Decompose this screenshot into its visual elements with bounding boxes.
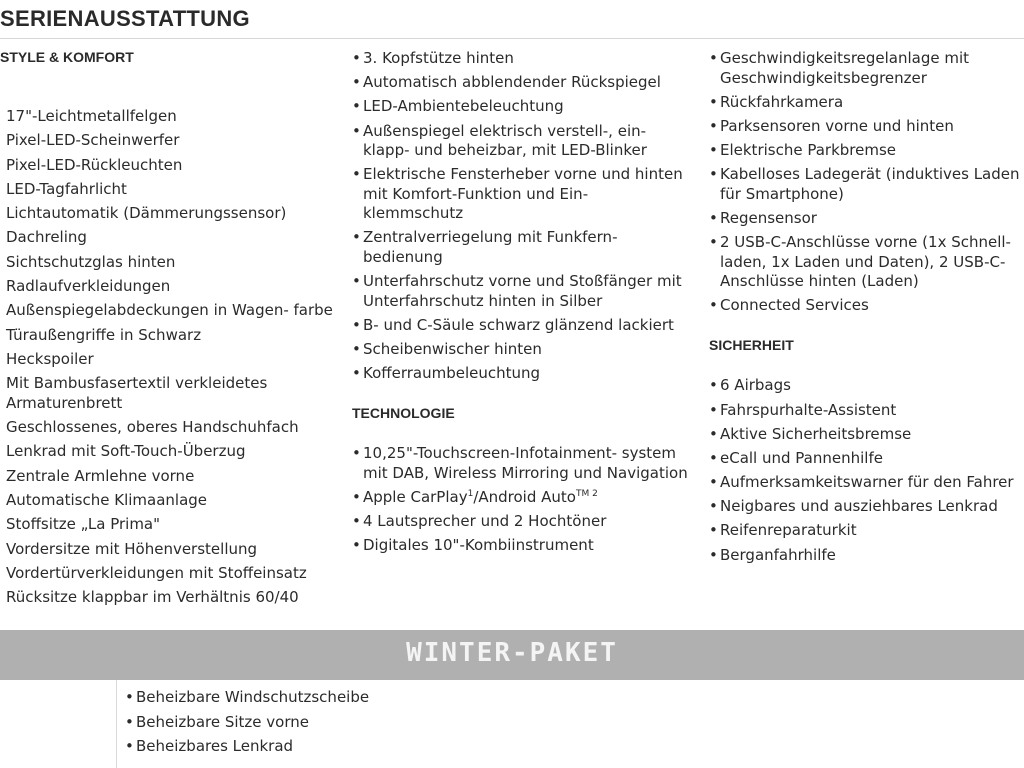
list-item: • LED-Ambientebeleuchtung bbox=[352, 97, 692, 117]
list-item: Automatische Klimaanlage bbox=[6, 490, 208, 509]
technologie-continued-list bbox=[709, 49, 1024, 316]
list-item: • 6 Airbags bbox=[709, 376, 1024, 396]
list-item: • Kofferraumbeleuchtung bbox=[352, 364, 692, 384]
list-item: • 10,25"-Touchscreen-Infotainment- system mit DAB, Wireless Mirroring und Navigation bbox=[352, 444, 692, 483]
list-item: • Berganfahrhilfe bbox=[709, 546, 1024, 566]
section-heading-style-komfort: STYLE & KOMFORT bbox=[0, 49, 134, 65]
list-item: • Automatisch abblendender Rückspiegel bbox=[352, 73, 692, 93]
list-item: • Außenspiegel elektrisch verstell-, ein- klapp- und beheizbar, mit LED-Blinker bbox=[352, 122, 692, 161]
winter-divider bbox=[116, 680, 117, 768]
list-item: • Aktive Sicherheitsbremse bbox=[709, 425, 1024, 445]
list-item: • Beheizbare Windschutzscheibe bbox=[125, 688, 525, 708]
list-item: • 4 Lautsprecher und 2 Hochtöner bbox=[352, 512, 692, 532]
winter-paket-list bbox=[125, 688, 525, 757]
list-item: Zentrale Armlehne vorne bbox=[6, 466, 195, 485]
list-item: • B- und C-Säule schwarz glänzend lackiert bbox=[352, 316, 692, 336]
list-item: LED-Tagfahrlicht bbox=[6, 179, 127, 198]
list-item: • Reifenreparaturkit bbox=[709, 521, 1024, 541]
winter-paket-banner bbox=[0, 630, 1024, 680]
list-item: Sichtschutzglas hinten bbox=[6, 252, 176, 271]
list-item: • Elektrische Parkbremse bbox=[709, 141, 1024, 161]
sicherheit-list bbox=[709, 376, 1024, 565]
list-item: Dachreling bbox=[6, 228, 87, 247]
style-komfort-continued-list bbox=[352, 49, 692, 384]
list-item: • Scheibenwischer hinten bbox=[352, 340, 692, 360]
list-item: • Unterfahrschutz vorne und Stoßfänger mit Unterfahrschutz hinten in Silber bbox=[352, 272, 692, 311]
list-item: Pixel-LED-Rückleuchten bbox=[6, 155, 183, 174]
list-item: Lenkrad mit Soft-Touch-Überzug bbox=[6, 442, 246, 461]
list-item: • Beheizbare Sitze vorne bbox=[125, 713, 525, 733]
section-heading-technologie: TECHNOLOGIE bbox=[352, 404, 455, 421]
footnote-marker: 1 bbox=[467, 488, 474, 499]
style-komfort-list bbox=[6, 107, 341, 608]
list-item: • Neigbares und ausziehbares Lenkrad bbox=[709, 497, 1024, 517]
list-item: Außenspiegelabdeckungen in Wagen- farbe bbox=[6, 301, 333, 320]
list-item: • Aufmerksamkeitswarner für den Fahrer bbox=[709, 473, 1024, 493]
list-item: • Kabelloses Ladegerät (induktives Laden für Smartphone) bbox=[709, 165, 1024, 204]
column-winter-paket bbox=[125, 688, 525, 762]
title-divider bbox=[0, 38, 1024, 39]
list-item: Geschlossenes, oberes Handschuhfach bbox=[6, 418, 299, 437]
list-item: • Connected Services bbox=[709, 296, 1024, 316]
list-item: 17"-Leichtmetallfelgen bbox=[6, 107, 177, 125]
list-item: Pixel-LED-Scheinwerfer bbox=[6, 131, 180, 150]
list-item: • 3. Kopfstütze hinten bbox=[352, 49, 692, 69]
list-item: Stoffsitze „La Prima" bbox=[6, 515, 161, 534]
android-auto-text: /Android Auto bbox=[473, 487, 576, 506]
section-heading-sicherheit: SICHERHEIT bbox=[709, 336, 794, 353]
technologie-list bbox=[352, 444, 692, 556]
column-technologie-sicherheit bbox=[709, 49, 1024, 570]
list-item: • Beheizbares Lenkrad bbox=[125, 737, 525, 757]
list-item: Rücksitze klappbar im Verhältnis 60/40 bbox=[6, 588, 299, 607]
page-title: SERIENAUSSTATTUNG bbox=[0, 6, 250, 31]
list-item: Vordersitze mit Höhenverstellung bbox=[6, 539, 258, 558]
column-komfort-technologie bbox=[352, 49, 692, 560]
list-item: • Zentralverriegelung mit Funkfern- bedienung bbox=[352, 228, 692, 267]
column-style-komfort bbox=[6, 107, 341, 612]
list-item: • Regensensor bbox=[709, 209, 1024, 229]
list-item: • Fahrspurhalte-Assistent bbox=[709, 401, 1024, 421]
winter-paket-title: WINTER-PAKET bbox=[406, 638, 618, 668]
list-item-carplay bbox=[352, 488, 692, 508]
list-item: • Elektrische Fensterheber vorne und hinten mit Komfort-Funktion und Ein- klemmschutz bbox=[352, 165, 692, 224]
list-item: • Rückfahrkamera bbox=[709, 93, 1024, 113]
trademark-marker: TM 2 bbox=[575, 488, 598, 499]
list-item: Radlaufverkleidungen bbox=[6, 277, 171, 296]
list-item: Türaußengriffe in Schwarz bbox=[6, 325, 202, 344]
list-item: Heckspoiler bbox=[6, 349, 94, 368]
list-item: • 2 USB-C-Anschlüsse vorne (1x Schnell- laden, 1x Laden und Daten), 2 USB-C- Anschlüsse hinten (Laden) bbox=[709, 233, 1024, 292]
list-item: • Digitales 10"-Kombiinstrument bbox=[352, 536, 692, 556]
list-item: Lichtautomatik (Dämmerungssensor) bbox=[6, 204, 287, 223]
carplay-text: Apple CarPlay bbox=[363, 487, 468, 506]
list-item: • Geschwindigkeitsregelanlage mit Geschwindigkeitsbegrenzer bbox=[709, 49, 1024, 88]
list-item: • Parksensoren vorne und hinten bbox=[709, 117, 1024, 137]
list-item: • eCall und Pannenhilfe bbox=[709, 449, 1024, 469]
list-item: Mit Bambusfasertextil verkleidetes Armaturenbrett bbox=[6, 374, 268, 412]
list-item: Vordertürverkleidungen mit Stoffeinsatz bbox=[6, 563, 307, 582]
